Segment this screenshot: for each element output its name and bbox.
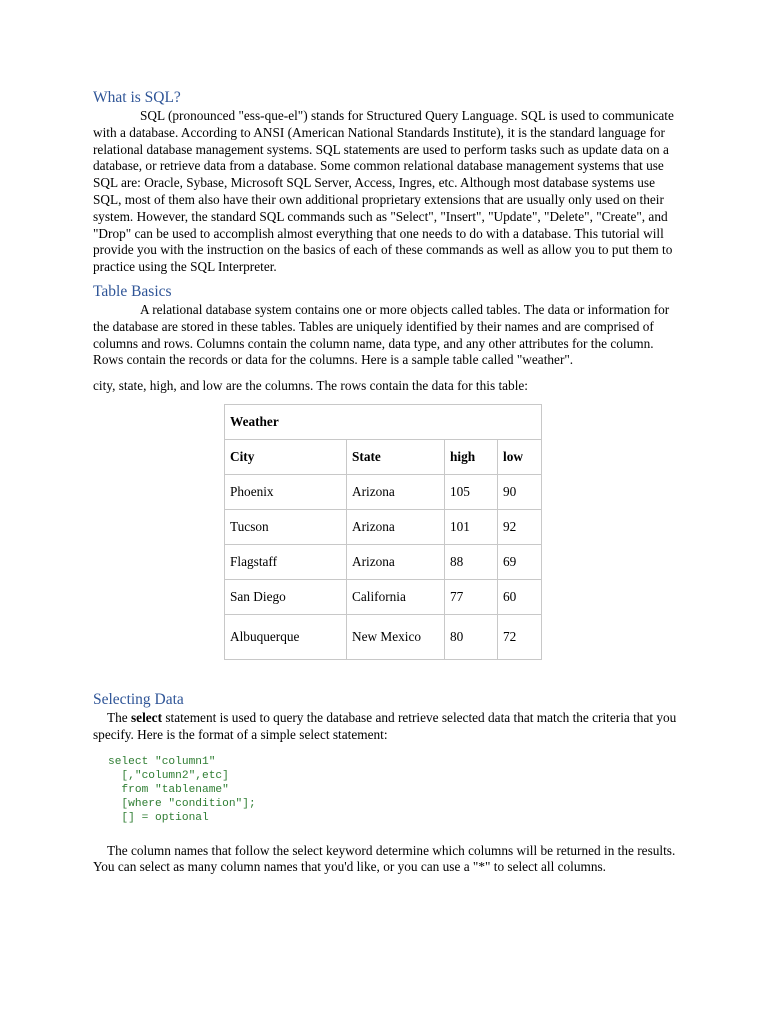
table-row: [225, 579, 542, 614]
cell-low: 69: [498, 544, 542, 579]
cell-low: 60: [498, 579, 542, 614]
cell-low: 72: [498, 614, 542, 659]
select-intro-pre: The: [107, 709, 131, 725]
cell-low: 90: [498, 474, 542, 509]
weather-table: [224, 404, 542, 660]
select-intro-post: statement is used to query the database and retrieve selected data that match the criteria that you specify. Here is the format of a simple select statement:: [93, 709, 677, 742]
table-row: [225, 474, 542, 509]
cell-high: 77: [445, 579, 498, 614]
cell-high: 105: [445, 474, 498, 509]
cell-high: 80: [445, 614, 498, 659]
document-page: [93, 88, 678, 876]
cell-low: 92: [498, 509, 542, 544]
cell-city: Flagstaff: [225, 544, 347, 579]
column-header-high: high: [445, 439, 498, 474]
cell-state: Arizona: [347, 474, 445, 509]
heading-selecting-data: Selecting Data: [93, 690, 184, 708]
cell-state: New Mexico: [347, 614, 445, 659]
table-row: [225, 509, 542, 544]
column-header-city: City: [225, 439, 347, 474]
paragraph-column-names: The column names that follow the select keyword determine which columns will be returned in the results. You can select as many column names that you'd like, or you can use a "*" to select all columns.: [93, 842, 676, 875]
paragraph-select-intro: [93, 710, 678, 744]
cell-city: Tucson: [225, 509, 347, 544]
cell-city: San Diego: [225, 579, 347, 614]
table-row: [225, 544, 542, 579]
cell-city: Phoenix: [225, 474, 347, 509]
cell-high: 101: [445, 509, 498, 544]
cell-state: Arizona: [347, 544, 445, 579]
code-block-select-syntax: select "column1" [,"column2",etc] from "tablename" [where "condition"]; [] = optional: [108, 755, 256, 824]
cell-state: California: [347, 579, 445, 614]
paragraph-table-basics: A relational database system contains one or more objects called tables. The data or information for the database are stored in these tables. Tables are uniquely identified by their names and are comprised of columns and rows. Columns contain the column name, data type, and any other attributes for the column. Rows contain the records or data for the columns. Here is a sample table called "weather".: [93, 301, 670, 368]
column-header-low: low: [498, 439, 542, 474]
cell-state: Arizona: [347, 509, 445, 544]
column-header-state: State: [347, 439, 445, 474]
paragraph-columns-note: city, state, high, and low are the columns. The rows contain the data for this table:: [93, 378, 528, 394]
table-row: [225, 614, 542, 659]
paragraph-what-is-sql: SQL (pronounced "ess-que-el") stands for Structured Query Language. SQL is used to communicate with a database. According to ANSI (American National Standards Institute), it is the standard language for relational database management systems. SQL statements are used to perform tasks such as update data on a database, or retrieve data from a database. Some common relational database management systems that use SQL are: Oracle, Sybase, Microsoft SQL Server, Access, Ingres, etc. Although most database systems use SQL, most of them also have their own additional proprietary extensions that are usually only used on their system. However, the standard SQL commands such as "Select", "Insert", "Update", "Delete", "Create", and "Drop" can be used to accomplish almost everything that one needs to do with a database. This tutorial will provide you with the instruction on the basics of each of these commands as well as allow you to put them to practice using the SQL Interpreter.: [93, 108, 674, 275]
cell-city: Albuquerque: [225, 614, 347, 659]
select-keyword: select: [131, 709, 163, 725]
heading-what-is-sql: What is SQL?: [93, 89, 181, 106]
heading-table-basics: Table Basics: [93, 282, 172, 300]
cell-high: 88: [445, 544, 498, 579]
weather-table-title: Weather: [225, 404, 542, 439]
